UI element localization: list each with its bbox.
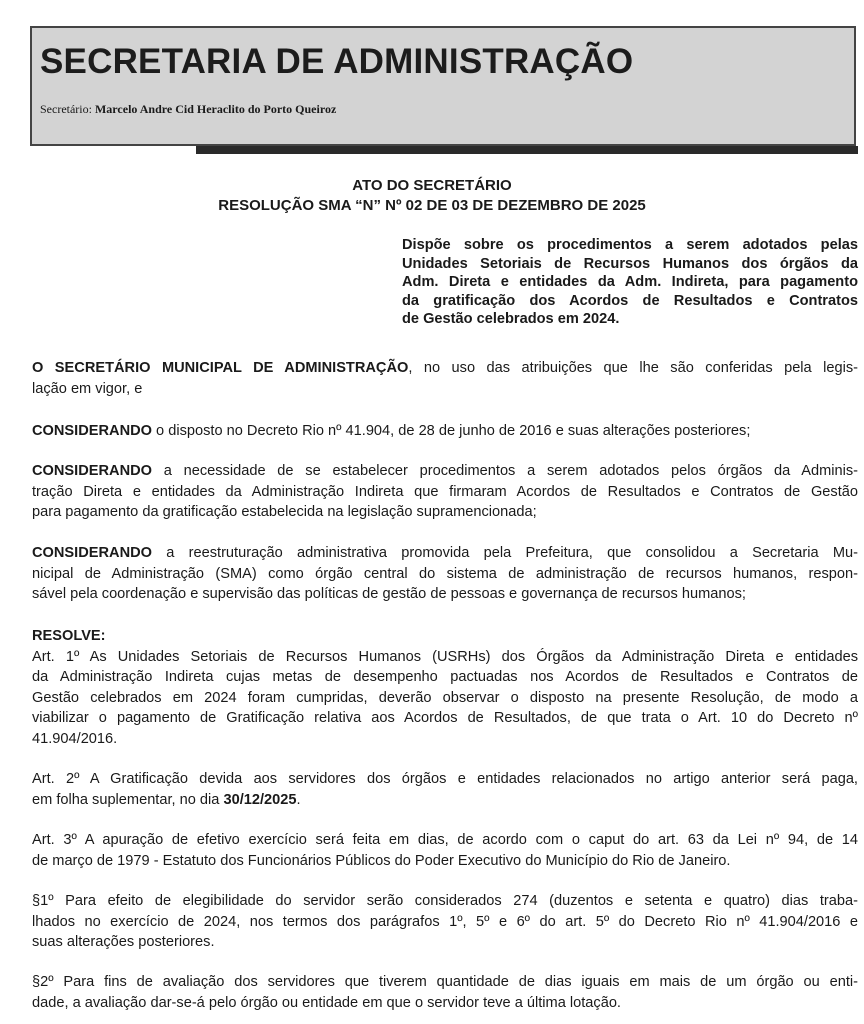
considerando-keyword: CONSIDERANDO: [32, 423, 152, 439]
considerando-keyword: CONSIDERANDO: [32, 545, 152, 561]
art2: [32, 769, 858, 810]
preamble: [32, 358, 858, 399]
resolve-section: [32, 626, 858, 749]
considerando-3: CONSIDERANDO a reestruturação administrativa promovida pela Prefeitura, que consolidou a Secretaria Mu- nicipal de Administração (SMA) como órgão central do sistema de administração de recursos humanos, respon- sável pela coordenação e supervisão das políticas de gestão de pessoas e governança de recursos humanos;: [32, 545, 858, 602]
summary-line: Adm. Direta e entidades da Adm. Indireta, para pagamento: [402, 274, 858, 291]
summary-line: Dispõe sobre os procedimentos a serem adotados pelas: [402, 237, 858, 253]
art3-line: de março de 1979 - Estatuto dos Funcionários Públicos do Poder Executivo do Município do Rio de Janeiro.: [32, 852, 731, 869]
summary-line: Unidades Setoriais de Recursos Humanos dos órgãos da: [402, 255, 858, 272]
considerando-keyword: CONSIDERANDO: [32, 463, 152, 479]
header-secretary: [40, 102, 336, 117]
act-title: ATO DO SECRETÁRIO: [352, 177, 512, 194]
art2-line: Art. 2º A Gratificação devida aos servidores dos órgãos e entidades relacionados no artigo anterior será paga,: [32, 771, 858, 787]
considerando-1: CONSIDERANDO o disposto no Decreto Rio nº 41.904, de 28 de junho de 2016 e suas alterações posteriores;: [32, 423, 751, 439]
resolution-title: RESOLUÇÃO SMA “N” Nº 02 DE 03 DE DEZEMBRO DE 2025: [218, 197, 646, 214]
summary-block: [402, 236, 858, 329]
par2-line: §2º Para fins de avaliação dos servidores que tiverem quantidade de dias iguais em mais de um órgão ou enti-: [32, 974, 858, 990]
art3-line: Art. 3º A apuração de efetivo exercício será feita em dias, de acordo com o caput do art. 63 da Lei nº 94, de 14: [32, 832, 858, 848]
resolve-label: RESOLVE:: [32, 628, 106, 644]
header-box: [30, 26, 856, 146]
art1-line: 41.904/2016.: [32, 730, 118, 747]
art1-line: viabilizar o pagamento de Gratificação relativa aos Acordos de Resultados, de que trata o Art. 10 do Decreto nº: [32, 710, 858, 726]
par1-line: §1º Para efeito de elegibilidade do servidor serão considerados 274 (duzentos e setenta e quatro) dias traba-: [32, 893, 858, 909]
summary-line: de Gestão celebrados em 2024.: [402, 311, 620, 328]
art2-line: em folha suplementar, no dia 30/12/2025.: [32, 791, 301, 808]
par1-line: lhados no exercício de 2024, nos termos dos parágrafos 1º, 5º e 6º do art. 5º do Decreto Rio nº 41.904/2016 e: [32, 913, 858, 930]
art3: [32, 830, 858, 871]
preamble-line-2: lação em vigor, e: [32, 380, 143, 397]
secretary-name: Marcelo Andre Cid Heraclito do Porto Queiroz: [94, 102, 337, 116]
header-shadow-bar: [196, 146, 858, 154]
par1-line: suas alterações posteriores.: [32, 934, 215, 950]
secretary-label: Secretário:: [40, 102, 92, 116]
considerando-2: CONSIDERANDO a necessidade de se estabelecer procedimentos a serem adotados pelos órgãos da Adminis- tração Direta e entidades da Administração Indireta que firmaram Acordos de Resultados e Contratos de Gestão para pagamento da gratificação estabelecida na legislação supramencionada;: [32, 463, 858, 520]
art1-line: da Administração Indireta cujas metas de desempenho pactuadas nos Acordos de Resultados e Contratos de: [32, 669, 858, 685]
par2-line: dade, a avaliação dar-se-á pelo órgão ou entidade em que o servidor teve a última lotação.: [32, 994, 621, 1011]
paragraph-2: [32, 972, 858, 1013]
preamble-bold: O SECRETÁRIO MUNICIPAL DE ADMINISTRAÇÃO: [32, 360, 409, 376]
paragraph-1: [32, 891, 858, 953]
header-title: SECRETARIA DE ADMINISTRAÇÃO: [40, 42, 634, 81]
art1-line: Art. 1º As Unidades Setoriais de Recursos Humanos (USRHs) dos Órgãos da Administração Direta e entidades: [32, 648, 858, 665]
summary-line: da gratificação dos Acordos de Resultados e Contratos: [402, 292, 858, 309]
art1-line: Gestão celebrados em 2024 foram cumpridas, deverão observar o disposto na presente Resolução, de modo a: [32, 689, 858, 706]
preamble-line-1: O SECRETÁRIO MUNICIPAL DE ADMINISTRAÇÃO, no uso das atribuições que lhe são conferidas pela legis-: [32, 360, 858, 376]
payment-date: 30/12/2025: [223, 791, 297, 808]
